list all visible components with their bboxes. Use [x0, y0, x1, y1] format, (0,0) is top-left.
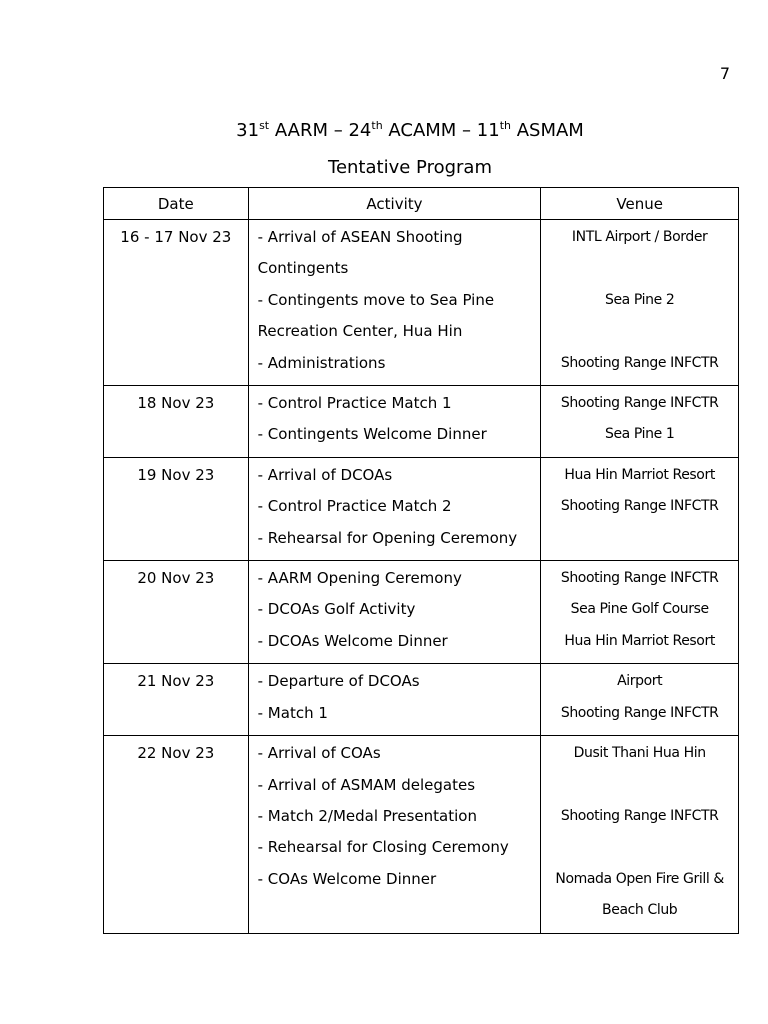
- venue-line: Sea Pine 2: [604, 291, 675, 308]
- activity-line: - Administrations: [257, 353, 386, 372]
- activity-line: - Match 2/Medal Presentation: [257, 806, 477, 825]
- title-acamm-suffix: th: [371, 119, 383, 132]
- activity-line: - DCOAs Welcome Dinner: [257, 631, 448, 650]
- activity-line: - DCOAs Golf Activity: [257, 600, 416, 619]
- venue-line: [543, 253, 736, 284]
- activity-line: - Arrival of DCOAs: [257, 465, 393, 484]
- activity-line: - Control Practice Match 2: [257, 497, 452, 516]
- activity-line: - Contingents Welcome Dinner: [257, 425, 487, 444]
- title-asmam-number: 11: [476, 120, 500, 141]
- date-cell: [104, 736, 249, 933]
- title-acamm-text: ACAMM –: [382, 120, 477, 141]
- activity-line: - Arrival of ASMAM delegates: [257, 775, 476, 794]
- activity-cell: [248, 386, 541, 458]
- table-row: [104, 220, 739, 386]
- date-text: 18 Nov 23: [137, 394, 215, 413]
- date-cell: [104, 457, 249, 560]
- table-row: [104, 457, 739, 560]
- title-aarm-text: AARM –: [269, 120, 349, 141]
- venue-line: Shooting Range INFCTR: [560, 570, 719, 587]
- date-text: 16 - 17 Nov 23: [120, 228, 232, 246]
- date-cell: [104, 561, 249, 664]
- venue-line: Shooting Range INFCTR: [560, 704, 719, 721]
- title-acamm-number: 24: [348, 120, 372, 141]
- venue-line: [543, 316, 736, 347]
- venue-cell: [541, 561, 739, 664]
- document-title: [0, 118, 768, 144]
- venue-line: Shooting Range INFCTR: [560, 395, 719, 412]
- date-cell: [104, 386, 249, 458]
- venue-cell: [541, 386, 739, 458]
- date-cell: [104, 220, 249, 386]
- table-body: [104, 220, 739, 934]
- table-row: [104, 664, 739, 736]
- venue-line: Hua Hin Marriot Resort: [564, 632, 715, 649]
- venue-line: [543, 770, 736, 801]
- venue-line: Shooting Range INFCTR: [560, 354, 719, 371]
- page-number: 7: [719, 64, 730, 83]
- activity-line: - Match 1: [257, 703, 328, 722]
- venue-line: INTL Airport / Border: [571, 229, 708, 245]
- activity-line: - Arrival of COAs: [257, 744, 381, 763]
- activity-line: - AARM Opening Ceremony: [257, 569, 462, 588]
- activity-line: - Rehearsal for Opening Ceremony: [257, 528, 518, 547]
- table-row: [104, 736, 739, 933]
- document-subtitle: Tentative Program: [328, 157, 492, 178]
- title-aarm-number: 31: [236, 120, 260, 141]
- date-cell: [104, 664, 249, 736]
- date-text: 21 Nov 23: [137, 672, 215, 691]
- title-asmam-suffix: th: [499, 119, 511, 132]
- venue-line: Sea Pine Golf Course: [570, 601, 709, 618]
- venue-line: Airport: [617, 673, 663, 690]
- title-asmam-text: ASMAM: [510, 120, 584, 141]
- activity-cell: [248, 220, 541, 386]
- venue-line: Nomada Open Fire Grill &: [555, 870, 724, 887]
- activity-cell: [248, 561, 541, 664]
- activity-line: - Departure of DCOAs: [257, 672, 420, 691]
- date-text: 22 Nov 23: [137, 744, 215, 763]
- activity-line: - Contingents move to Sea Pine: [257, 290, 495, 309]
- activity-line: Recreation Center, Hua Hin: [257, 322, 463, 341]
- venue-cell: [541, 457, 739, 560]
- date-text: 20 Nov 23: [137, 569, 215, 588]
- venue-line: Shooting Range INFCTR: [560, 498, 719, 515]
- venue-line: Beach Club: [602, 902, 678, 919]
- header-venue: Venue: [541, 188, 739, 220]
- venue-line: Dusit Thani Hua Hin: [573, 745, 706, 762]
- activity-line: - Arrival of ASEAN Shooting: [257, 228, 463, 246]
- venue-cell: [541, 736, 739, 933]
- venue-line: Shooting Range INFCTR: [560, 807, 719, 824]
- date-text: 19 Nov 23: [137, 465, 215, 484]
- activity-line: Contingents: [257, 259, 349, 278]
- venue-line: [543, 832, 736, 863]
- title-aarm-suffix: st: [259, 119, 270, 132]
- header-activity: Activity: [248, 188, 541, 220]
- table-header-row: [104, 188, 739, 220]
- venue-cell: [541, 664, 739, 736]
- table-row: [104, 561, 739, 664]
- activity-cell: [248, 736, 541, 933]
- activity-cell: [248, 457, 541, 560]
- header-date: Date: [104, 188, 249, 220]
- activity-line: - COAs Welcome Dinner: [257, 869, 437, 888]
- venue-cell: [541, 220, 739, 386]
- program-table: [103, 187, 739, 934]
- venue-line: Hua Hin Marriot Resort: [564, 466, 715, 483]
- venue-line: Sea Pine 1: [604, 426, 675, 443]
- activity-line: - Rehearsal for Closing Ceremony: [257, 838, 509, 857]
- table-row: [104, 386, 739, 458]
- activity-line: - Control Practice Match 1: [257, 394, 452, 413]
- activity-line: [258, 895, 537, 926]
- activity-cell: [248, 664, 541, 736]
- venue-line: [543, 523, 736, 554]
